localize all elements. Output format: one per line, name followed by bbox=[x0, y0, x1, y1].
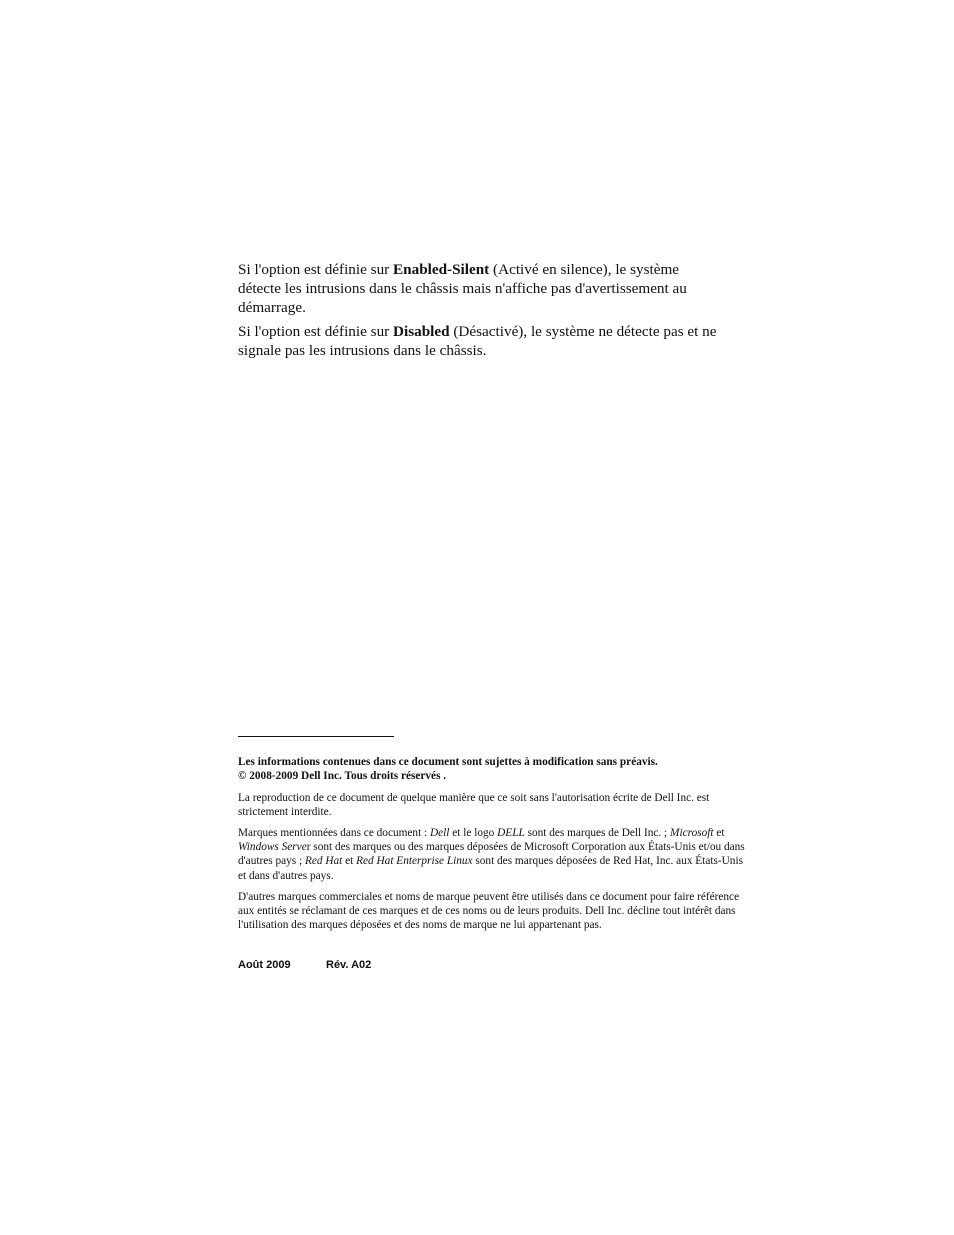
paragraph-disabled bbox=[238, 322, 718, 360]
trademarks-segment: et bbox=[713, 827, 725, 839]
legal-reproduction bbox=[238, 791, 748, 819]
paragraph-text bbox=[238, 322, 718, 360]
trademarks-segment: r sont des marques ou des marques déposées de Microsoft Corporation aux États-Unis et/ou dans d'autres pays ; bbox=[238, 841, 745, 868]
legal-notice bbox=[238, 755, 748, 783]
legal-trademarks bbox=[238, 826, 748, 883]
publication-date: Août 2009 bbox=[238, 959, 291, 971]
trademarks-segment: et bbox=[342, 855, 357, 868]
notice-line: Les informations contenues dans ce document sont sujettes à modification sans préavis. bbox=[238, 756, 658, 768]
trademarks-segment: sont des marques déposées de Red Hat, Inc. aux États-Unis et dans d'autres pays. bbox=[238, 855, 743, 882]
paragraph-intro: Si l'option est définie sur bbox=[238, 323, 394, 340]
revision-label: Rév. A02 bbox=[326, 959, 372, 971]
paragraph-text bbox=[238, 260, 718, 317]
trademark-microsoft: Microsoft bbox=[670, 827, 714, 839]
trademark-dell: Dell bbox=[430, 827, 450, 839]
paragraph-rest: (Désactivé), le système ne détecte pas et ne signale pas les intrusions dans le châssis. bbox=[238, 323, 717, 359]
trademark-windows-server: Windows Serve bbox=[238, 841, 307, 854]
trademarks-segment: Marques mentionnées dans ce document : bbox=[238, 827, 430, 839]
option-keyword: Enabled-Silent bbox=[393, 261, 490, 278]
copyright-line: © 2008-2009 Dell Inc. Tous droits réservés . bbox=[238, 770, 447, 783]
other-marks-text: D'autres marques commerciales et noms de marque peuvent être utilisés dans ce document pour faire référence aux entités se réclamant de ces marques et de ces noms ou de leurs produits. Dell Inc. décline tout intérêt dans l'utilisation des marques déposées et des noms de marque ne lui appartenant pas. bbox=[238, 891, 740, 932]
paragraph-intro: Si l'option est définie sur bbox=[238, 261, 394, 278]
trademarks-text bbox=[238, 826, 748, 883]
paragraph-rest: (Activé en silence), le système détecte les intrusions dans le châssis mais n'affiche pas d'avertissement au démarrage. bbox=[238, 261, 687, 316]
trademarks-segment: sont des marques de Dell Inc. ; bbox=[524, 827, 671, 839]
trademark-rhel: Red Hat Enterprise Linux bbox=[356, 855, 473, 868]
trademarks-segment: et le logo bbox=[449, 827, 498, 839]
trademark-red-hat: Red Hat bbox=[304, 855, 343, 868]
separator-rule bbox=[238, 736, 394, 737]
option-keyword: Disabled bbox=[393, 323, 450, 340]
reproduction-text: La reproduction de ce document de quelque manière que ce soit sans l'autorisation écrite de Dell Inc. est strictement interdite. bbox=[238, 792, 710, 819]
legal-other-marks bbox=[238, 890, 748, 933]
paragraph-enabled-silent bbox=[238, 260, 718, 317]
trademark-dell-logo: DELL bbox=[497, 827, 525, 839]
